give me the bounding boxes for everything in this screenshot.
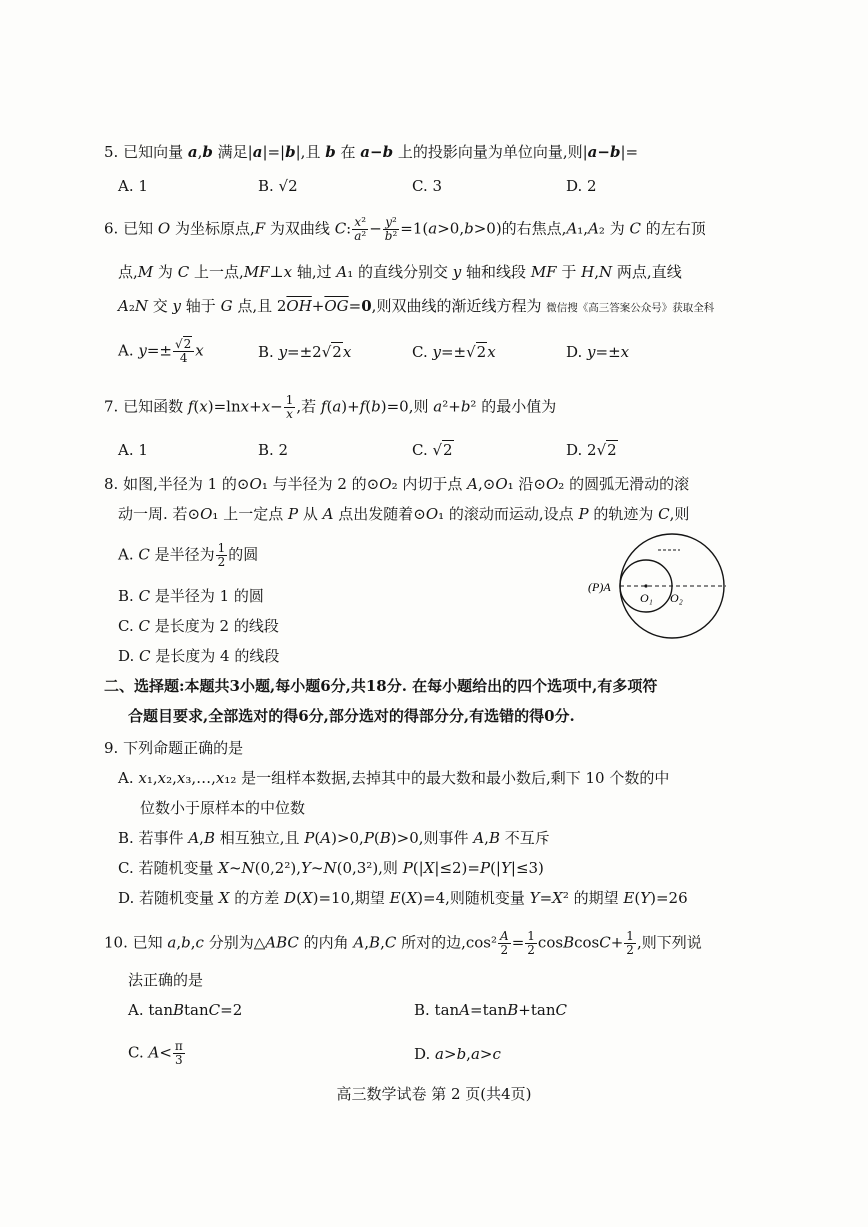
q10-line2: 法正确的是 [128, 971, 204, 989]
q8-figure [588, 532, 738, 644]
q8-line1: 8. 如图,半径为 1 的⊙O₁ 与半径为 2 的⊙O₂ 内切于点 A,⊙O₁ 沿⊙O₂ 的圆弧无滑动的滚 [104, 475, 690, 493]
q9-option-b: B. 若事件 A,B 相互独立,且 P(A)>0,P(B)>0,则事件 A,B 不互斥 [118, 829, 550, 847]
q10-option-d: D. a>b,a>c [414, 1045, 501, 1063]
q6-watermark: 微信搜《高三答案公众号》获取全科 [546, 302, 715, 314]
section2-line1: 二、选择题:本题共3小题,每小题6分,共18分. 在每小题给出的四个选项中,有多项符 [104, 677, 658, 695]
q5-option-c: C. 3 [412, 177, 443, 195]
q8-option-b: B. C 是半径为 1 的圆 [118, 587, 264, 605]
q8-option-a: A. C 是半径为 $\frac{1}{2}$ 的圆 [118, 541, 259, 569]
q7-option-b: B. 2 [258, 441, 289, 459]
q7-option-a: A. 1 [118, 441, 148, 459]
q9-option-d: D. 若随机变量 X 的方差 D(X)=10,期望 E(X)=4,则随机变量 Y=X² 的期望 E(Y)=26 [118, 889, 688, 907]
q5-option-b: B. √2 [258, 177, 298, 195]
q9-stem: 9. 下列命题正确的是 [104, 739, 244, 757]
q6-option-c: C. y=±√2x [412, 343, 496, 361]
q7-option-c: C. √2 [412, 441, 453, 459]
q9-option-c: C. 若随机变量 X~N(0,2²),Y~N(0,3²),则 P(|X|≤2)=P(|Y|≤3) [118, 859, 544, 877]
q7-stem: 7. 已知函数 f(x)=lnx+x− $\frac{1}{x}$ ,若 f(a)+f(b)=0,则 a²+b² 的最小值为 [104, 393, 557, 421]
q9-option-a-line1: A. x₁,x₂,x₃,…,x₁₂ 是一组样本数据,去掉其中的最大数和最小数后,剩下 10 个数的中 [118, 769, 670, 787]
q7-option-d: D. 2√2 [566, 441, 617, 459]
q6-line1: 6. 已知 O 为坐标原点,F 为双曲线 C: $\frac{\text{x²}}{\text{a²}}$ − $\frac{\text{y²}}{\text{b²}}$ =1(a>0,b>0)的右焦点,A₁,A₂ 为 C 的左右顶 [104, 215, 706, 243]
label-pa: (P)A [588, 580, 611, 594]
q8-option-c: C. C 是长度为 2 的线段 [118, 617, 279, 635]
q6-option-a: A. y=± $\frac{√2}{4}$ x [118, 337, 204, 365]
q5-option-a: A. 1 [118, 177, 148, 195]
q8-line2: 动一周. 若⊙O₁ 上一定点 P 从 A 点出发随着⊙O₁ 的滚动而运动,设点 P 的轨迹为 C,则 [118, 505, 690, 523]
q6-line2: 点,M 为 C 上一点,MF⊥x 轴,过 A₁ 的直线分别交 y 轴和线段 MF 于 H,N 两点,直线 [118, 263, 682, 281]
q6-line3: A₂N 交 y 轴于 G 点,且 $2\overline{OH}+\overline{OG}=0$,则双曲线的渐近线方程为 微信搜《高三答案公众号》获取全科 [118, 297, 715, 315]
q5-stem: 5. 已知向量 a,b 满足|a|=|b|,且 b 在 a−b 上的投影向量为单位向量,则|a−b|= [104, 143, 639, 161]
q10-option-c: C. A< $\frac{\pi}{3}$ [128, 1039, 183, 1067]
label-o1: O₁ [640, 591, 653, 605]
point-o1 [644, 584, 647, 587]
label-o2: O₂ [670, 591, 683, 605]
q10-option-b: B. tanA=tanB+tanC [414, 1001, 567, 1019]
q6-option-b: B. y=±2√2x [258, 343, 352, 361]
q10-option-a: A. tanBtanC=2 [128, 1001, 243, 1019]
q9-option-a-line2: 位数小于原样本的中位数 [140, 799, 306, 817]
q6-option-d: D. y=±x [566, 343, 630, 361]
q8-option-d: D. C 是长度为 4 的线段 [118, 647, 280, 665]
q10-line1: 10. 已知 a,b,c 分别为△ABC 的内角 A,B,C 所对的边,cos² $\frac{A}{2}$ = $\frac{1}{2}$ cosBcosC+ $\frac{1}{2}$ ,则下列说 [104, 929, 702, 957]
q5-option-d: D. 2 [566, 177, 597, 195]
section2-line2: 合题目要求,全部选对的得6分,部分选对的得部分分,有选错的得0分. [128, 707, 575, 725]
page-footer: 高三数学试卷 第 2 页(共4页) [336, 1085, 532, 1103]
